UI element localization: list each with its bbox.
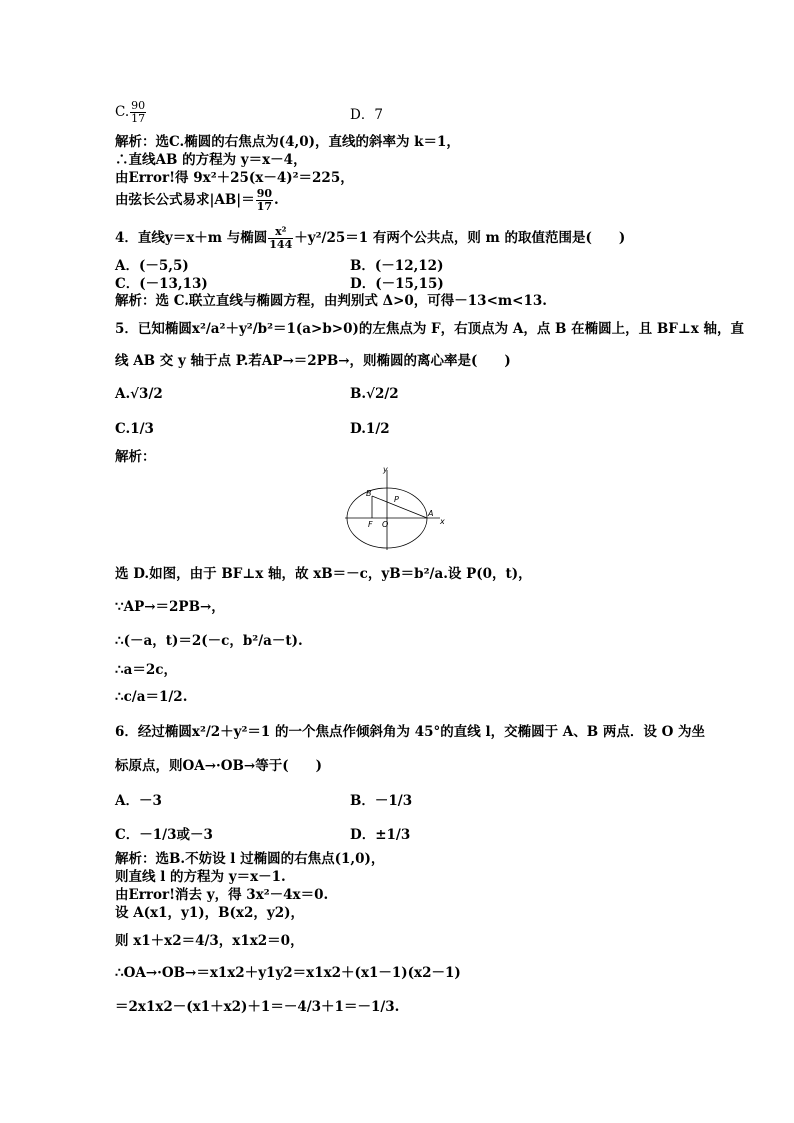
solution-line: 解析：选 C.联立直线与椭圆方程，由判别式 Δ>0，可得－13<m<13. [115,293,547,309]
option-c-q4: C．(－13,13) [115,276,208,292]
label-x: x [440,517,445,526]
solution-line: 由Error!消去 y，得 3x²－4x＝0. [115,887,329,903]
solution-line: ∴直线AB 的方程为 y＝x－4， [115,152,307,168]
option-a-q6: A．－3 [115,793,162,809]
fraction [268,226,293,251]
solution-line: 则 x1＋x2＝4/3，x1x2＝0， [115,933,304,949]
fraction-numerator: 90 [256,187,273,200]
label-b: B [366,489,372,498]
text: 由弦长公式易求|AB|＝ [115,192,255,208]
option-b-q4: B．(－12,12) [350,258,444,274]
label-p: P [394,495,399,504]
label-o: O [382,520,389,529]
text: . [274,192,279,208]
fraction-numerator: x² [268,226,293,239]
solution-line: ∴OA→·OB→＝x1x2＋y1y2＝x1x2＋(x1－1)(x2－1) [115,965,461,981]
fraction-numerator: 90 [131,99,146,112]
solution-heading: 解析： [115,449,156,465]
option-a-q4: A．(－5,5) [115,258,189,274]
question-6: 6．经过椭圆x²/2＋y²＝1 的一个焦点作倾斜角为 45°的直线 l，交椭圆于 A、B 两点．设 O 为坐 [115,724,706,740]
option-b-q5: B.√2/2 [350,386,399,402]
option-d-q3: D．7 [350,107,383,123]
option-d-q6: D．±1/3 [350,827,411,843]
solution-line [115,188,279,213]
option-d-q4: D．(－15,15) [350,276,444,292]
question-5: 5．已知椭圆x²/a²＋y²/b²＝1(a>b>0)的左焦点为 F，右顶点为 A，点 B 在椭圆上，且 BF⊥x 轴，直 [115,321,745,337]
solution-line: 解析：选C.椭圆的右焦点为(4,0)，直线的斜率为 k＝1， [115,134,460,150]
solution-line: ∴(－a，t)＝2(－c，b²/a－t). [115,633,303,649]
option-a-q5: A.√3/2 [115,386,163,402]
option-c-q3 [115,100,147,125]
solution-line: 选 D.如图，由于 BF⊥x 轴，故 xB＝－c，yB＝b²/a.设 P(0，t)， [115,566,532,582]
solution-line: ＝2x1x2－(x1＋x2)＋1＝－4/3＋1＝－1/3. [115,999,400,1015]
option-c-q6: C．－1/3或－3 [115,827,213,843]
fraction-denominator: 17 [256,200,273,213]
question-5-cont: 线 AB 交 y 轴于点 P.若AP→＝2PB→，则椭圆的离心率是( ) [115,353,511,369]
solution-line: ∴a＝2c， [115,662,177,678]
question-4 [115,226,625,251]
label-a: A [428,509,434,518]
label-y: y [383,465,388,474]
fraction-denominator: 144 [269,238,293,251]
fraction [256,188,273,213]
ellipse-diagram [340,462,450,552]
ellipse-figure [340,462,450,552]
text: 4．直线y＝x＋m 与椭圆 [115,230,268,246]
question-6-cont: 标原点，则OA→·OB→等于( ) [115,758,323,774]
option-b-q6: B．－1/3 [350,793,413,809]
fraction-denominator: 17 [131,112,146,125]
solution-line: ∵AP→＝2PB→， [115,599,225,615]
solution-line: 设 A(x1，y1)，B(x2，y2)， [115,905,304,921]
solution-line: 解析：选B.不妨设 l 过椭圆的右焦点(1,0)， [115,851,385,867]
solution-line: 则直线 l 的方程为 y＝x－1. [115,869,286,885]
option-d-q5: D.1/2 [350,421,390,437]
label-f: F [368,520,373,529]
option-c-q5: C.1/3 [115,421,154,437]
solution-line: ∴c/a＝1/2. [115,689,188,705]
text: ＋y²/25＝1 有两个公共点，则 m 的取值范围是( ) [294,230,626,246]
option-label: C. [115,104,130,120]
fraction [130,100,146,125]
solution-line: 由Error!得 9x²＋25(x－4)²＝225， [115,170,354,186]
